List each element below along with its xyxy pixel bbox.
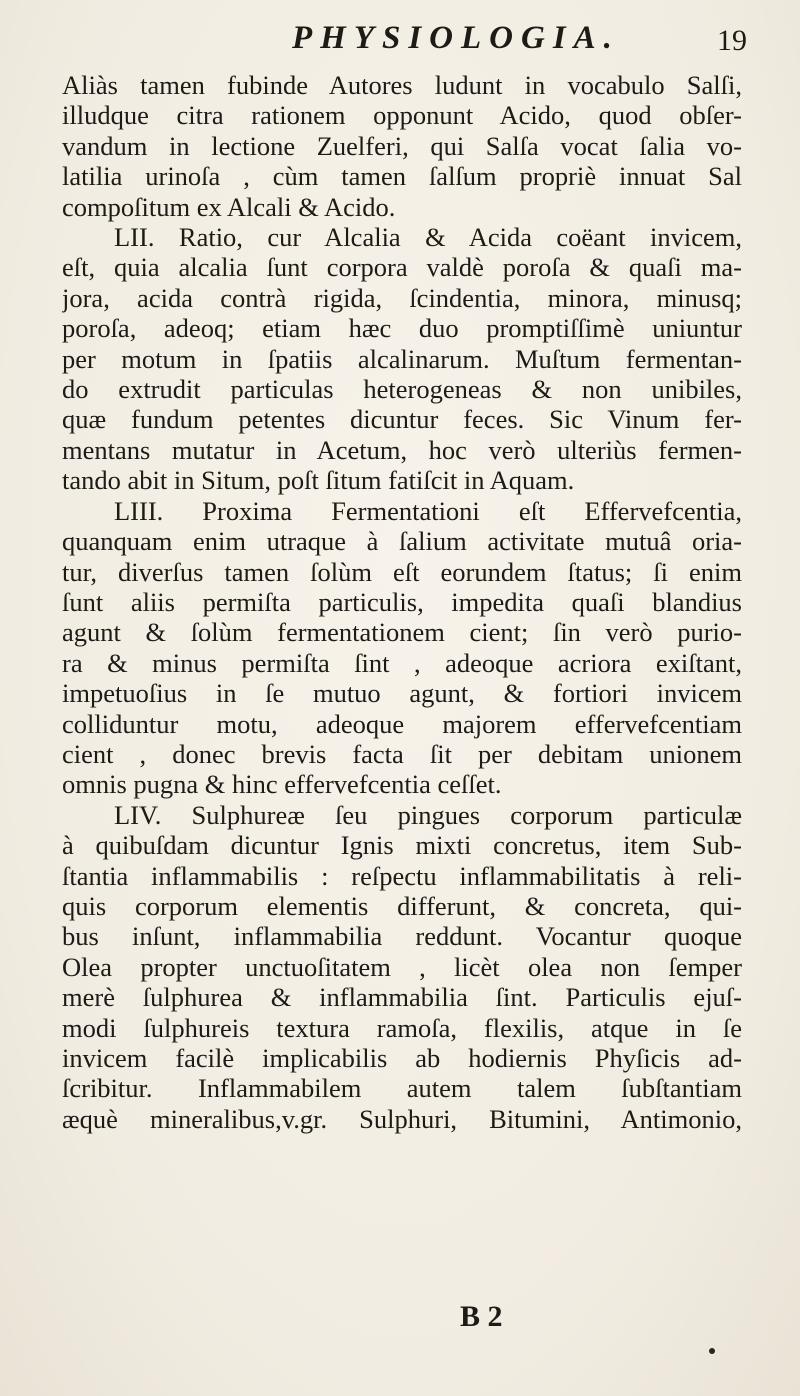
text-line: illudque citra rationem opponunt Acido, quod obſer- (62, 100, 742, 131)
paragraph-start-lii: LII. Ratio, cur Alcalia & Acida coëant invicem, (114, 222, 742, 253)
running-header (0, 18, 800, 68)
ink-speck (709, 1348, 715, 1354)
text-line: ſtantia inflammabilis : reſpectu inflammabilitatis à reli- (62, 860, 742, 891)
paragraph-start-liv: LIV. Sulphureæ ſeu pingues corporum particulæ (114, 799, 742, 830)
text-line: tur, diverſus tamen ſolùm eſt eorundem ſtatus; ſi enim (62, 556, 742, 587)
body-text (62, 70, 742, 1134)
signature-mark: B 2 (460, 1300, 503, 1333)
text-line: invicem facilè implicabilis ab hodiernis Phyſicis ad- (62, 1043, 742, 1073)
text-line: poroſa, adeoq; etiam hæc duo promptiſſimè uniuntur (62, 313, 742, 344)
text-line: ſcribitur. Inflammabilem autem talem ſubſtantiam (62, 1073, 742, 1104)
paragraph-start-liii: LIII. Proxima Fermentationi eſt Effervefcentia, (114, 495, 742, 526)
text-line: quis corporum elementis differunt, & concreta, qui- (62, 890, 742, 921)
text-line: latilia urinoſa , cùm tamen ſalſum propriè innuat Sal (62, 161, 742, 192)
text-line: cient , donec brevis facta ſit per debitam unionem (62, 738, 742, 769)
text-line: quanquam enim utraque à ſalium activitate mutuâ oria- (62, 526, 742, 557)
text-line: colliduntur motu, adeoque majorem effervefcentiam (62, 708, 742, 739)
text-line: impetuoſius in ſe mutuo agunt, & fortiori invicem (62, 678, 742, 709)
text-line: eſt, quia alcalia ſunt corpora valdè poroſa & quaſi ma- (62, 252, 742, 283)
text-line: ra & minus permiſta ſint , adeoque acriora exiſtant, (62, 647, 742, 678)
text-line: tando abit in Situm, poſt ſitum fatiſcit in Aquam. (62, 465, 575, 496)
text-line: ſunt aliis permiſta particulis, impedita quaſi blandius (62, 586, 742, 617)
text-line: mentans mutatur in Acetum, hoc verò ulteriùs fermen- (62, 434, 742, 465)
text-line: Aliàs tamen fubinde Autores ludunt in vocabulo Salſi, (62, 70, 742, 100)
running-title: PHYSIOLOGIA. (292, 20, 620, 56)
text-line: agunt & ſolùm fermentationem cient; ſin verò purio- (62, 617, 742, 648)
text-line: vandum in lectione Zuelferi, qui Salſa vocat ſalia vo- (62, 130, 742, 161)
text-line: Olea propter unctuoſitatem , licèt olea non ſemper (62, 951, 742, 982)
text-line: per motum in ſpatiis alcalinarum. Muſtum fermentan- (62, 343, 742, 374)
text-line: omnis pugna & hinc effervefcentia ceſſet. (62, 769, 502, 800)
page-number: 19 (717, 24, 747, 57)
text-line: bus inſunt, inflammabilia reddunt. Vocantur quoque (62, 921, 742, 952)
text-line: compoſitum ex Alcali & Acido. (62, 191, 396, 222)
text-line: æquè mineralibus,v.gr. Sulphuri, Bitumini, Antimonio, (62, 1103, 742, 1134)
text-line: quæ fundum petentes dicuntur feces. Sic Vinum fer- (62, 404, 742, 435)
text-line: merè ſulphurea & inflammabilia ſint. Particulis ejuſ- (62, 982, 742, 1013)
text-line: jora, acida contrà rigida, ſcindentia, minora, minusq; (62, 282, 742, 313)
text-line: à quibuſdam dicuntur Ignis mixti concretus, item Sub- (62, 830, 742, 861)
text-line: do extrudit particulas heterogeneas & non unibiles, (62, 374, 742, 405)
text-line: modi ſulphureis textura ramoſa, flexilis, atque in ſe (62, 1012, 742, 1043)
